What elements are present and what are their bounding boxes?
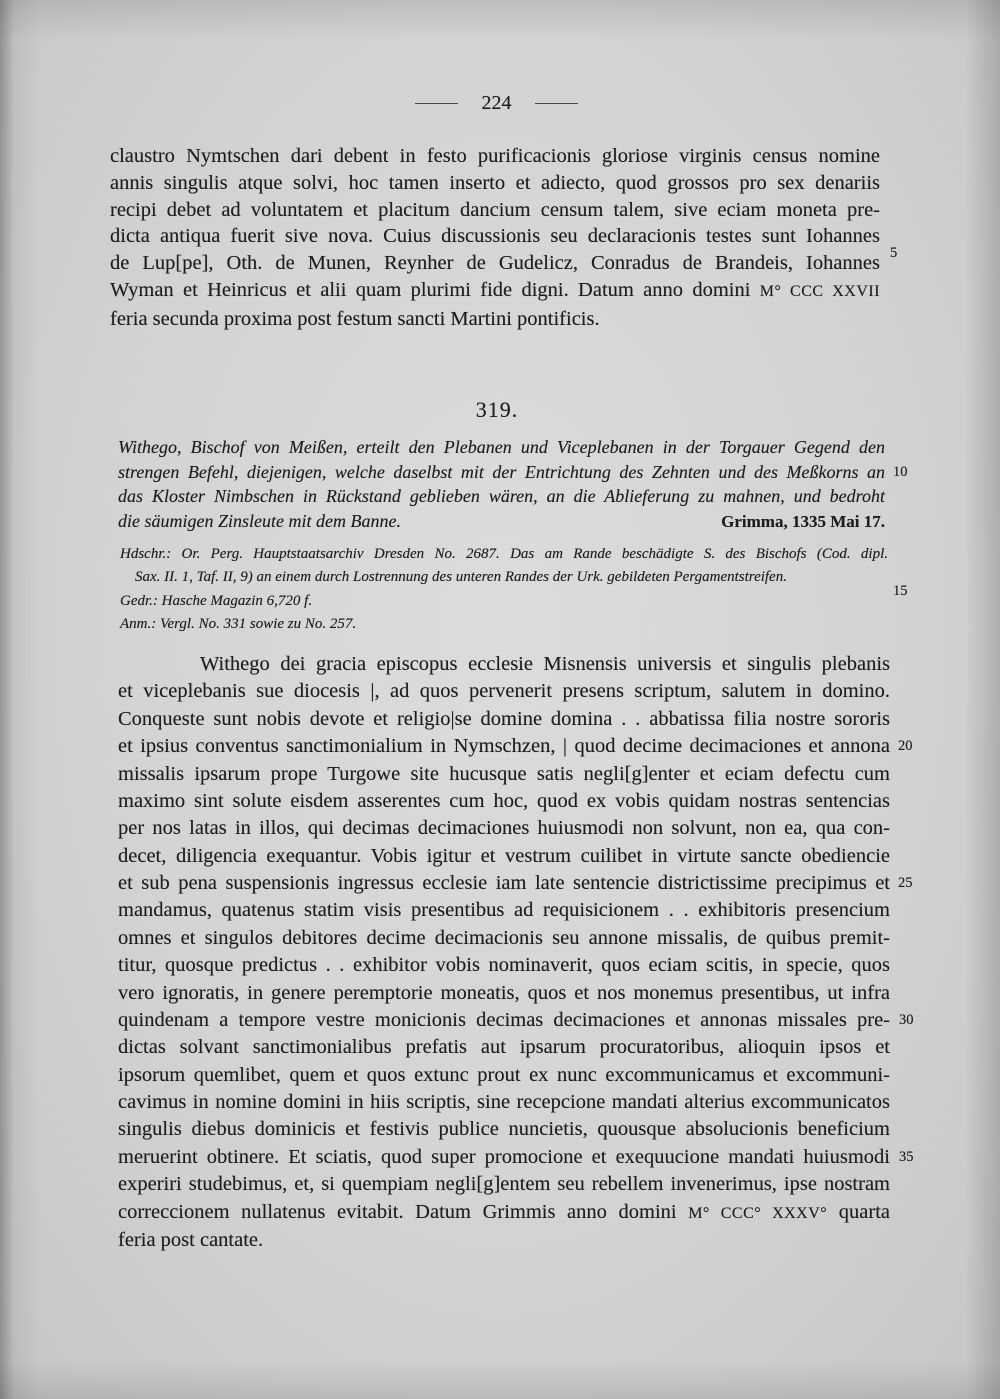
note-line: Gedr.: Hasche Magazin 6,720 f. [120,592,313,609]
header-rule-left [415,103,458,104]
text-line: dicta antiqua fuerit sive nova. Cuius discussionis seu declaracionis testes sunt Iohannes [110,225,880,248]
regest-line [118,509,885,535]
dating-year: M° CCC XXVII [759,282,881,300]
regest-line: Withego, Bischof von Meißen, erteilt den Plebanen und Viceplebanen in der Torgauer Gegend den [118,437,885,457]
page-header [415,90,578,116]
text-line [110,277,880,306]
text-line: annis singulis atque solvi, hoc tamen inserto et adiecto, quod grossos pro sex denariis [110,171,880,194]
text-line: claustro Nymtschen dari debent in festo purificacionis gloriose virginis census nomine [110,145,880,167]
text-line: decet, diligencia exequantur. Vobis igitur et vestrum cuilibet in virtute sancte obediencie [118,844,890,867]
source-notes [120,543,888,636]
text-line: missalis ipsarum prope Turgowe site hucusque satis negli[g]enter et eciam defectu cum [118,762,890,785]
note-line: Hdschr.: Or. Perg. Hauptstaatsarchiv Dresden No. 2687. Das am Rande beschädigte S. des Bischofs (Cod. dipl. [120,546,888,562]
text-line: de Lup[pe], Oth. de Munen, Reynher de Gudelicz, Conradus de Brandeis, Iohannes [110,252,880,275]
text-line: vero ignoratis, in genere peremptorie moneatis, quos et nos monemus presentibus, ut infra [118,981,890,1004]
text-line: feria post cantate. [118,1228,264,1251]
text-line: mandamus, quatenus statim visis presentibus ad requisicionem . . exhibitoris presencium [118,899,890,922]
text-line: singulis diebus dominicis et festivis publice nuncietis, quousque absolucionis beneficium [118,1118,890,1141]
text-line: maximo sint solute eisdem asserentes cum hoc, quod ex vobis quidam nostras sentencias [118,789,890,812]
charter-text [118,651,890,1254]
text-line: et sub pena suspensionis ingressus ecclesie iam late sentencie districtissime precipimus et [118,872,890,894]
dating-year: M° CCC° XXXV° [688,1204,828,1222]
margin-line-number: 25 [898,875,913,891]
place-and-date: Grimma, 1335 Mai 17. [721,511,885,531]
page-number: 224 [481,91,512,114]
regest-line: strengen Befehl, diejenigen, welche daselbst mit der Entrichtung des Zehnten und des Meßkorns an [118,461,885,482]
margin-line-number: 30 [899,1012,914,1028]
text-segment: Wyman et Heinricus et alii quam plurimi fide digni. Datum anno domini [110,278,751,301]
regest [118,435,885,534]
text-line: feria secunda proxima post festum sancti Martini pontificis. [110,307,600,330]
document-number: 319. [475,397,519,422]
text-line: omnes et singulos debitores decime decimacionis seu annone missalis, de quibus premit- [118,926,890,949]
text-line: titur, quosque predictus . . exhibitor vobis nominaverit, quos eciam scitis, in specie, quos [118,954,890,977]
header-rule-right [535,103,578,104]
text-line: per nos latas in illos, qui decimas decimaciones huiusmodi non solvunt, non ea, qua con- [118,817,890,840]
text-line: et ipsius conventus sanctimonialium in Nymschzen, | quod decime decimaciones et annona [118,735,890,758]
regest-line: das Kloster Nimbschen in Rückstand geblieben wären, an die Ablieferung zu mahnen, und bedroht [118,486,885,507]
text-segment: correccionem nullatenus evitabit. Datum Grimmis anno domini [118,1200,677,1223]
text-line: meruerint obtinere. Et sciatis, quod super promocione et exequucione mandati huiusmodi [118,1145,890,1168]
text-line: et viceplebanis sue diocesis |, ad quos pervenerit presens scriptum, salutem in domino. [118,680,890,703]
note-line: Sax. II. 1, Taf. II, 9) an einem durch Lostrennung des unteren Randes der Urk. gebildeten Pergamentstreifen. [135,569,787,586]
text-line: recipi debet ad voluntatem et placitum dancium censum talem, sive eciam moneta pre- [110,198,880,221]
margin-line-number: 15 [893,583,908,599]
text-line: experiri studebimus, et, si quempiam negli[g]entem seu rebellem invenerimus, ipse nostram [118,1173,890,1196]
text-line: cavimus in nomine domini in hiis scriptis, sine recepcione mandati alterius excommunicatos [118,1091,890,1113]
text-line: Conqueste sunt nobis devote et religio|se domine domina . . abbatissa filia nostre sororis [118,707,890,730]
previous-document-text [110,143,880,333]
text-line: dictas solvant sanctimonialibus prefatis aut ipsarum procuratoribus, alioquin ipsos et [118,1036,890,1059]
margin-line-number: 5 [890,245,898,261]
text-line [118,1199,890,1227]
note-line: Anm.: Vergl. No. 331 sowie zu No. 257. [120,615,357,632]
regest-last-text: die säumigen Zinsleute mit dem Banne. [118,510,401,531]
text-line: ipsorum quemlibet, quem et quos extunc prout ex nunc excommunicamus et excommuni- [118,1063,890,1086]
text-line: Withego dei gracia episcopus ecclesie Misnensis universis et singulis plebanis [200,653,890,675]
margin-line-number: 20 [898,738,913,754]
margin-line-number: 10 [893,464,908,480]
text-segment: quarta [838,1200,890,1223]
margin-line-number: 35 [899,1149,914,1165]
text-line: quindenam a tempore vestre monicionis decimas decimaciones et annonas missales pre- [118,1008,890,1031]
